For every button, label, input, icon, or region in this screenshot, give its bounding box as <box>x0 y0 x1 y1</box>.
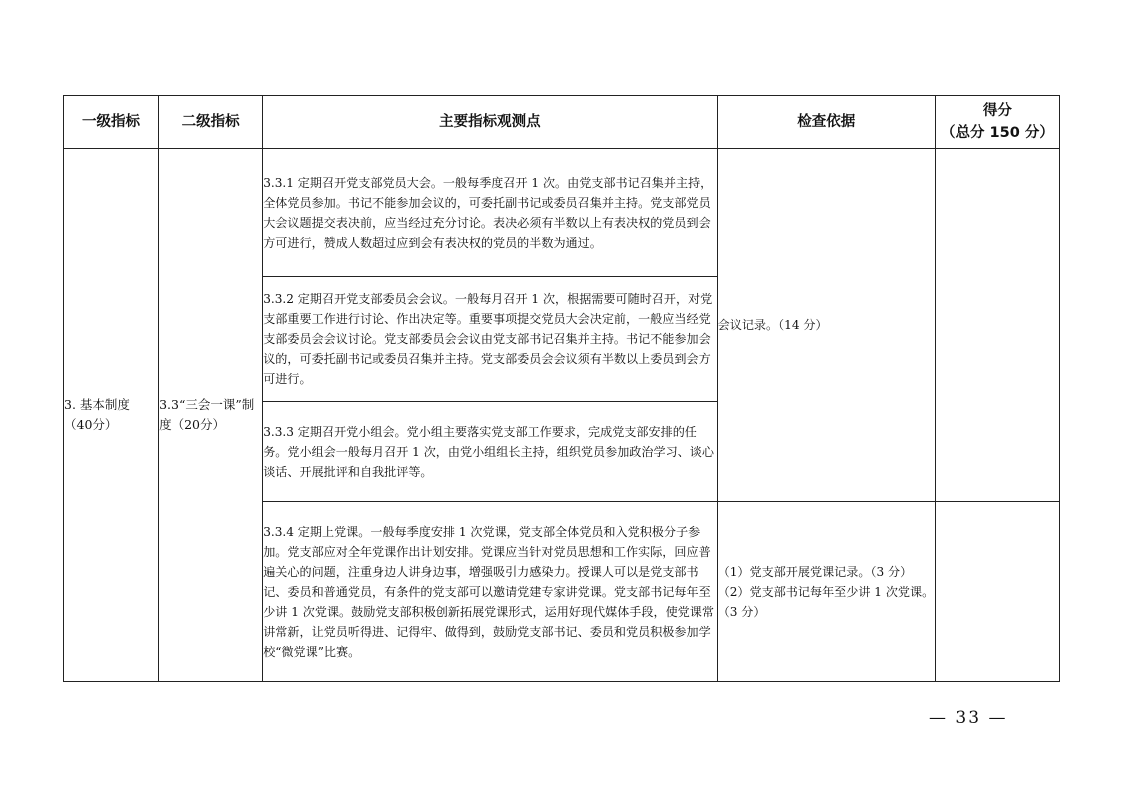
observation-cell: 3.3.1 定期召开党支部党员大会。一般每季度召开 1 次。由党支部书记召集并主持，全体党员参加。书记不能参加会议的，可委托副书记或委员召集并主持。党支部党员大会议题提交表决前，应当经过充分讨论。表决必须有半数以上有表决权的党员到会方可进行，赞成人数超过应到会有表决权的党员的半数为通过。 <box>263 149 717 277</box>
header-level2: 二级指标 <box>159 96 263 149</box>
observation-cell: 3.3.3 定期召开党小组会。党小组主要落实党支部工作要求，完成党支部安排的任务。党小组会一般每月召开 1 次，由党小组组长主持，组织党员参加政治学习、谈心谈话、开展批评和自我批评等。 <box>263 402 717 502</box>
level2-cell: 3.3“三会一课”制度（20分） <box>159 149 263 682</box>
basis-lessons-item-2: （2）党支部书记每年至少讲 1 次党课。（3 分） <box>717 584 935 619</box>
header-score-title: 得分 <box>982 103 1012 119</box>
header-level1: 一级指标 <box>64 96 159 149</box>
table-header-row <box>64 96 1060 149</box>
basis-cell-meetings: 会议记录。（14 分） <box>717 149 935 502</box>
score-cell-lessons <box>935 502 1059 682</box>
table-row <box>64 149 1060 277</box>
evaluation-table <box>63 95 1060 682</box>
page-number: — 33 — <box>929 708 1008 728</box>
header-basis: 检查依据 <box>717 96 935 149</box>
observation-cell: 3.3.2 定期召开党支部委员会会议。一般每月召开 1 次，根据需要可随时召开，对党支部重要工作进行讨论、作出决定等。重要事项提交党员大会决定前，一般应当经党支部委员会会议讨论。党支部委员会会议由党支部书记召集并主持。书记不能参加会议的，可委托副书记或委员召集并主持。党支部委员会会议须有半数以上委员到会方可进行。 <box>263 277 717 402</box>
header-observation: 主要指标观测点 <box>263 96 717 149</box>
header-score-total: （总分 150 分） <box>940 125 1054 141</box>
basis-cell-lessons <box>717 502 935 682</box>
header-score <box>935 96 1059 149</box>
observation-cell: 3.3.4 定期上党课。一般每季度安排 1 次党课，党支部全体党员和入党积极分子参加。党支部应对全年党课作出计划安排。党课应当针对党员思想和工作实际，回应普遍关心的问题，注重身边人讲身边事，增强吸引力感染力。授课人可以是党支部书记、委员和普通党员，有条件的党支部可以邀请党建专家讲党课。党支部书记每年至少讲 1 次党课。鼓励党支部积极创新拓展党课形式，运用好现代媒体手段，使党课常讲常新，让党员听得进、记得牢、做得到，鼓励党支部书记、委员和党员积极参加学校“微党课”比赛。 <box>263 502 717 682</box>
score-cell-meetings <box>935 149 1059 502</box>
level1-cell: 3. 基本制度（40分） <box>64 149 159 682</box>
basis-lessons-item-1: （1）党支部开展党课记录。（3 分） <box>717 564 913 579</box>
